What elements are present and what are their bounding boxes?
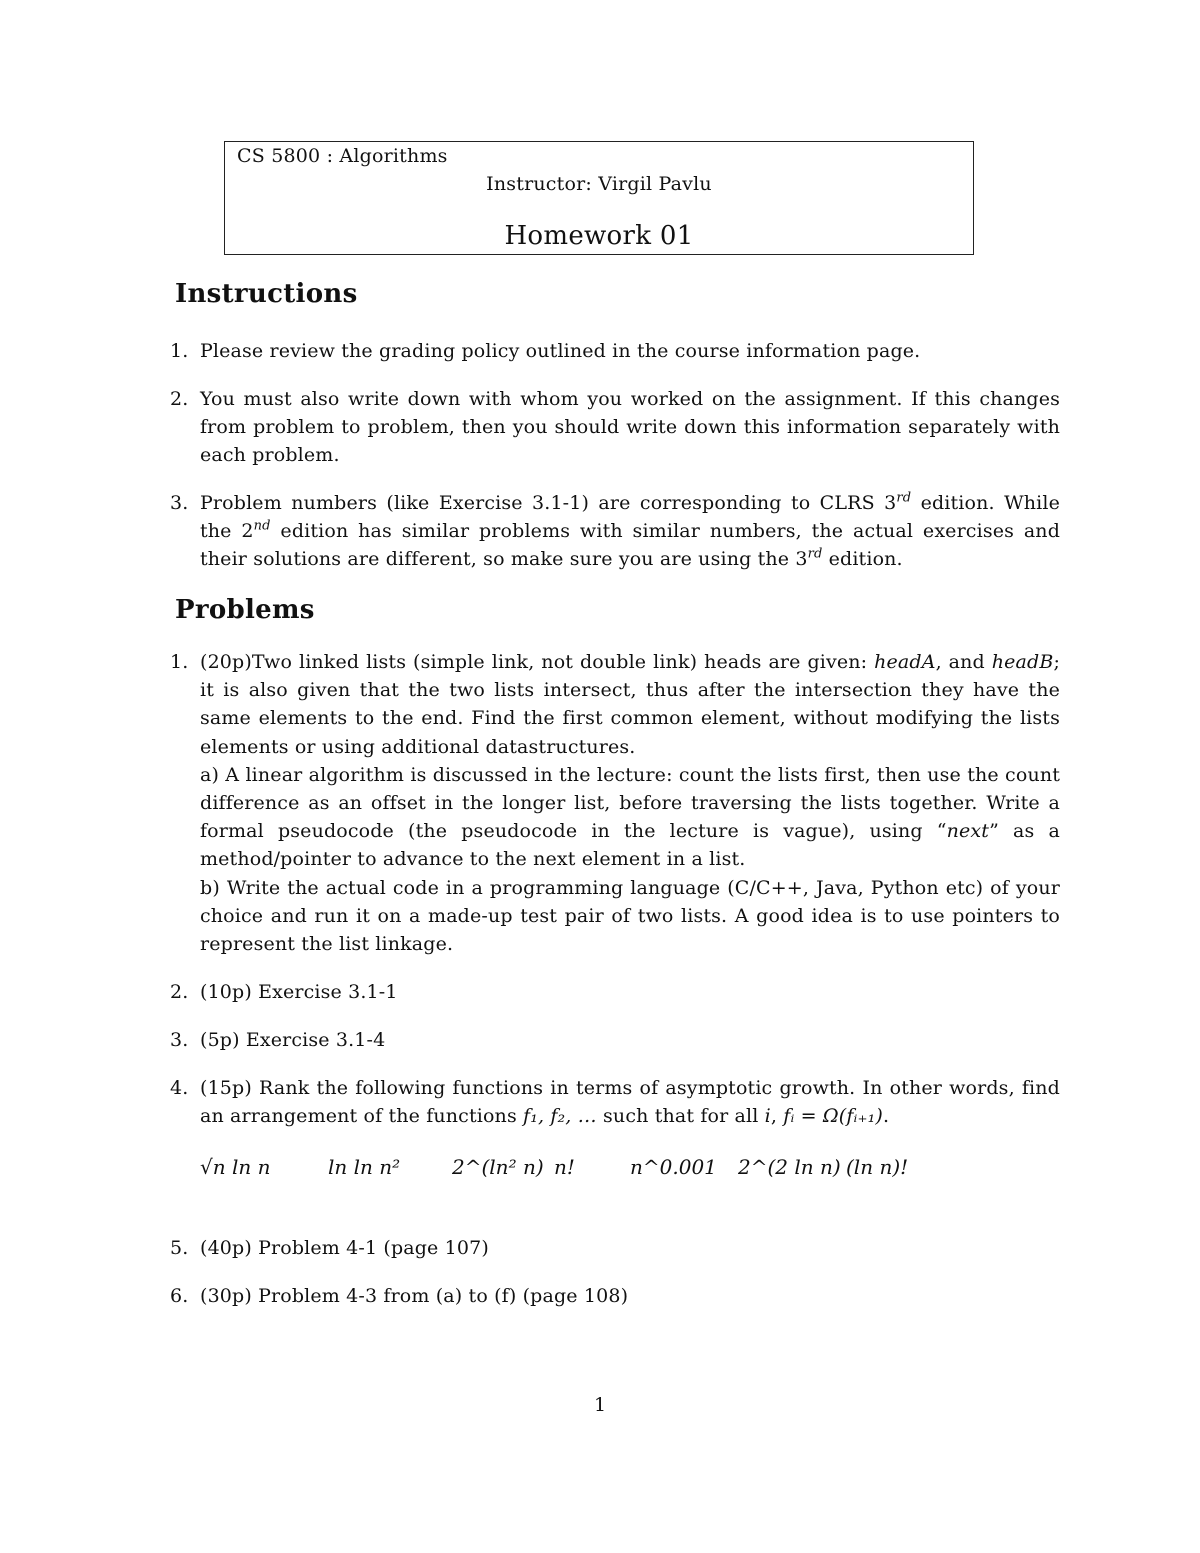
problem-item-2 <box>170 978 1060 1006</box>
header-box <box>224 141 974 255</box>
page-number: 1 <box>593 1394 607 1416</box>
function-item: √n ln n <box>200 1155 271 1179</box>
item-number: 3. <box>170 1029 189 1051</box>
item-number: 5. <box>170 1237 189 1259</box>
problem-1-intro: (20p)Two linked lists (simple link, not double link) heads are given: headA, and headB; it is also given that the two lists intersect, thus after the intersection they have the same elements to the end. Find the first common element, without modifying the lists elements or using additional datastructures. <box>200 651 1061 758</box>
instruction-item-1 <box>170 337 1060 365</box>
problem-item-6 <box>170 1282 1060 1310</box>
item-number: 2. <box>170 981 189 1003</box>
function-item: ln ln n² <box>328 1155 401 1179</box>
instruction-item-2 <box>170 385 1060 470</box>
item-text: You must also write down with whom you worked on the assignment. If this changes from problem to problem, then you should write down this information separately with each problem. <box>200 388 1060 467</box>
problem-item-5 <box>170 1234 1060 1262</box>
problem-item-1 <box>170 648 1060 958</box>
problem-item-3 <box>170 1026 1060 1054</box>
function-item: (ln n)! <box>846 1155 909 1179</box>
problems-heading: Problems <box>175 595 315 625</box>
function-item: n! <box>554 1155 575 1179</box>
item-text: Please review the grading policy outlined in the course information page. <box>200 340 921 362</box>
homework-title: Homework 01 <box>504 221 694 251</box>
item-text: (5p) Exercise 3.1-4 <box>200 1029 386 1051</box>
function-item: n^0.001 <box>630 1155 717 1179</box>
item-text: (10p) Exercise 3.1-1 <box>200 981 398 1003</box>
course-title: CS 5800 : Algorithms <box>237 145 448 167</box>
instructions-heading: Instructions <box>175 279 358 309</box>
item-number: 4. <box>170 1077 189 1099</box>
item-number: 3. <box>170 492 189 514</box>
problem-1-part-a: a) A linear algorithm is discussed in the lecture: count the lists first, then use the count difference as an offset in the longer list, before traversing the lists together. Write a formal pseudocode (the pseudocode in the lecture is vague), using “next” as a method/pointer to advance to the next element in a list. <box>200 763 1060 871</box>
item-text: (30p) Problem 4-3 from (a) to (f) (page 108) <box>200 1285 629 1307</box>
item-text: (15p) Rank the following functions in terms of asymptotic growth. In other words, find an arrangement of the functions f₁, f₂, … such that for all i, fᵢ = Ω(fᵢ₊₁). <box>200 1077 1060 1128</box>
item-number: 1. <box>170 340 189 362</box>
item-number: 1. <box>170 651 189 673</box>
item-number: 6. <box>170 1285 189 1307</box>
function-item: 2^(2 ln n) <box>738 1155 841 1179</box>
instruction-item-3 <box>170 489 1060 574</box>
problem-1-part-b: b) Write the actual code in a programming language (C/C++, Java, Python etc) of your choice and run it on a made-up test pair of two lists. A good idea is to use pointers to represent the list linkage. <box>200 876 1060 956</box>
instructor-name: Instructor: Virgil Pavlu <box>486 173 712 195</box>
item-number: 2. <box>170 388 189 410</box>
function-item: 2^(ln² n) <box>452 1155 544 1179</box>
item-text: Problem numbers (like Exercise 3.1-1) are corresponding to CLRS 3rd edition. While the 2nd edition has similar problems with similar numbers, the actual exercises and their solutions are different, so make sure you are using the 3rd edition. <box>200 490 1061 571</box>
problem-item-4 <box>170 1074 1060 1130</box>
item-text: (40p) Problem 4-1 (page 107) <box>200 1237 489 1259</box>
